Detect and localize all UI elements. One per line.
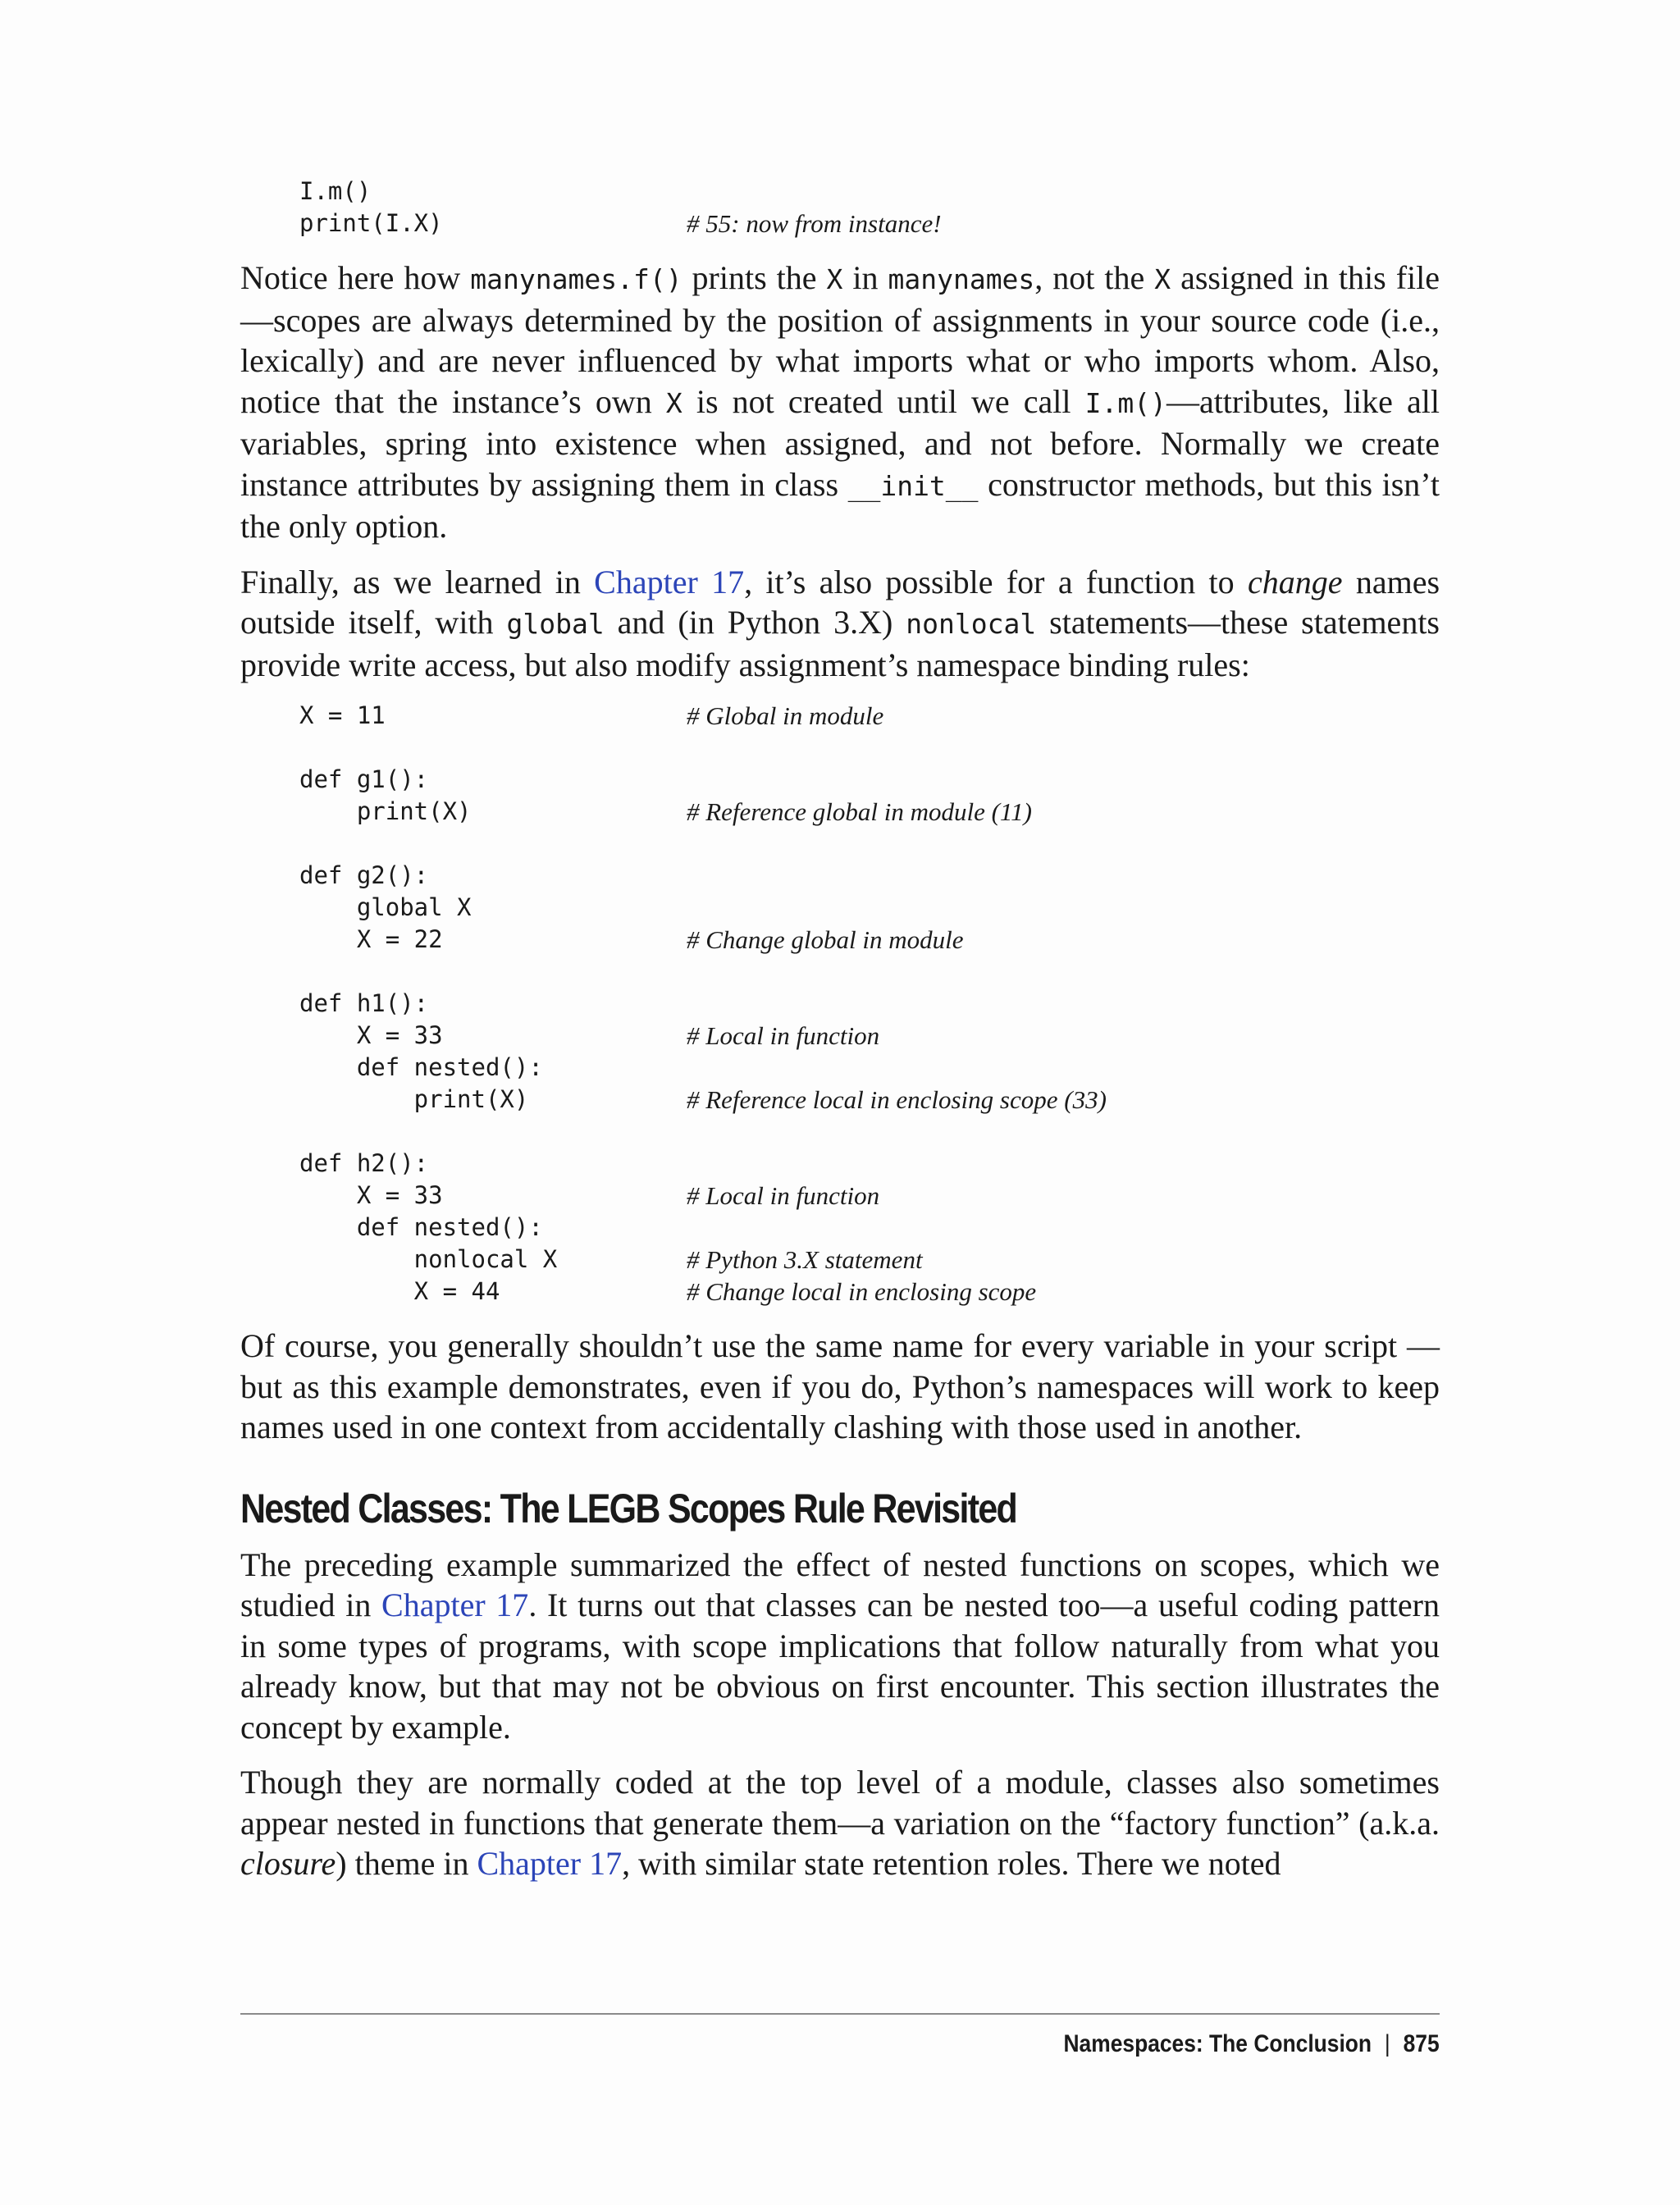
text: , not the [1034, 259, 1155, 296]
code-line [299, 208, 1440, 240]
code-text: X = 33 [299, 1021, 443, 1049]
chapter-17-link[interactable]: Chapter 17 [594, 563, 745, 600]
inline-code: I.m() [1084, 386, 1166, 419]
code-text: X = 44 [299, 1277, 500, 1305]
code-line [299, 988, 1440, 1020]
code-line [299, 892, 1440, 924]
code-text: X = 22 [299, 925, 443, 953]
inline-code: X [826, 263, 843, 295]
text: The preceding example summarized the effect of nested functions on scopes, which we studied in [240, 1545, 1440, 1623]
code-text: def h2(): [299, 1149, 429, 1177]
code-text: def g1(): [299, 765, 429, 793]
code-line [299, 764, 1440, 796]
text: Notice here how [240, 259, 471, 296]
code-line [299, 176, 1440, 208]
paragraph-2 [240, 562, 1440, 686]
text: ) theme in [336, 1845, 477, 1882]
code-line [299, 1052, 1440, 1084]
inline-code: global [506, 608, 605, 640]
code-line [299, 1020, 1440, 1052]
page-number: 875 [1403, 2030, 1440, 2057]
inline-code: nonlocal [906, 608, 1037, 640]
code-line [299, 1084, 1440, 1116]
page-footer [1064, 2028, 1440, 2061]
inline-code: manynames [888, 263, 1035, 295]
code-comment: # Local in function [687, 1181, 880, 1210]
inline-code: manynames.f() [470, 263, 682, 295]
inline-code: X [1154, 263, 1171, 295]
inline-code: __init__ [847, 469, 979, 502]
code-comment: # Python 3.X statement [687, 1245, 923, 1274]
code-comment: # 55: now from instance! [687, 209, 942, 238]
code-line [299, 956, 1440, 988]
footer-section-title: Namespaces: The Conclusion [1063, 2030, 1372, 2057]
chapter-17-link[interactable]: Chapter 17 [381, 1586, 529, 1623]
code-text: X = 33 [299, 1181, 443, 1209]
code-line [299, 796, 1440, 828]
paragraph-4 [240, 1545, 1440, 1748]
code-line [299, 1116, 1440, 1148]
text: constructor methods, but this isn’t the only option. [240, 465, 1440, 545]
code-text: def h1(): [299, 989, 429, 1017]
text: Finally, as we learned in [240, 563, 595, 600]
code-comment: # Local in function [687, 1021, 880, 1050]
text: assigned in this file —scopes are always determined by the position of assignments in your source code (i.e., lexically) and are never influenced by what imports what or who imports whom. Also, notice that the instance’s own [240, 259, 1440, 420]
code-text: def nested(): [299, 1053, 543, 1081]
section-heading: Nested Classes: The LEGB Scopes Rule Revisited [240, 1485, 1017, 1532]
code-text: def nested(): [299, 1213, 543, 1241]
text: in [842, 259, 888, 296]
code-text: def g2(): [299, 861, 429, 889]
emphasis: change [1247, 563, 1343, 600]
code-text: print(X) [299, 797, 472, 825]
text: Though they are normally coded at the top level of a module, classes also sometimes appear nested in functions that generate them—a variation on the “factory function” (a.k.a. [240, 1764, 1440, 1842]
text: , with similar state retention roles. There we noted [622, 1845, 1281, 1882]
code-line [299, 1276, 1440, 1308]
text: . It turns out that classes can be nested too—a useful coding pattern in some types of programs, with scope implications that follow naturally from what you already know, but that may not be obvious on first encounter. This section illustrates the concept by example. [240, 1586, 1440, 1746]
code-line [299, 860, 1440, 892]
text: names outside itself, with [240, 563, 1440, 641]
code-line [299, 828, 1440, 860]
code-text: print(X) [299, 1085, 529, 1113]
paragraph-5 [240, 1762, 1440, 1884]
text: —attributes, like all variables, spring into existence when assigned, and not before. Normally we create instance attributes by assigning them in class [240, 382, 1440, 503]
code-text: print(I.X) [299, 209, 443, 237]
code-block-top [240, 176, 1440, 240]
chapter-17-link[interactable]: Chapter 17 [477, 1845, 623, 1882]
code-comment: # Change local in enclosing scope [687, 1277, 1037, 1306]
code-block-scopes [240, 700, 1440, 1308]
footer-separator: | [1385, 2030, 1391, 2057]
code-line [299, 700, 1440, 732]
text: , it’s also possible for a function to [744, 563, 1248, 600]
code-comment: # Reference global in module (11) [687, 797, 1032, 826]
text: prints the [682, 259, 827, 296]
code-line [299, 924, 1440, 956]
code-text: global X [299, 893, 472, 921]
code-line [299, 1244, 1440, 1276]
code-text: X = 11 [299, 701, 386, 729]
footer-divider [240, 2013, 1440, 2015]
code-text: nonlocal X [299, 1245, 558, 1273]
text: and (in Python 3.X) [604, 604, 906, 641]
paragraph-3: Of course, you generally shouldn’t use the same name for every variable in your script —but as this example demonstrates, even if you do, Python’s namespaces will work to keep names used in one context from accidentally clashing with those used in another. [240, 1327, 1440, 1445]
code-line [299, 732, 1440, 764]
code-comment: # Change global in module [687, 925, 964, 954]
code-comment: # Global in module [687, 701, 884, 730]
code-text: I.m() [299, 177, 372, 205]
text: statements—these statements provide write access, but also modify assignment’s namespace binding rules: [240, 604, 1440, 683]
code-line [299, 1180, 1440, 1212]
inline-code: X [665, 386, 682, 419]
paragraph-1 [240, 258, 1440, 547]
code-comment: # Reference local in enclosing scope (33) [687, 1085, 1107, 1114]
page-content [240, 176, 1440, 1899]
emphasis: closure [240, 1845, 336, 1882]
code-line [299, 1212, 1440, 1244]
text: is not created until we call [682, 382, 1085, 420]
code-line [299, 1148, 1440, 1180]
